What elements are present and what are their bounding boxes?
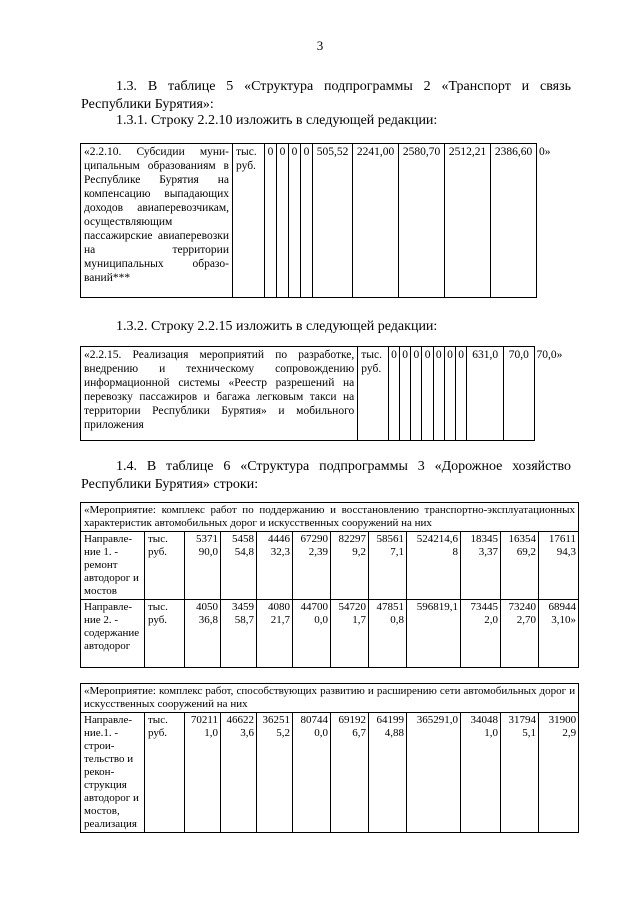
table-a-header: «Мероприятие: комплекс работ по поддержанию и восстановлению транспортно-эксплуатационных характеристик автомобильных дорог и искусственных сооружений на них — [81, 503, 579, 532]
row-2-2-10-name: «2.2.10. Субсидии муниципальным образованиям в Республике Бурятия на компенсацию выпадающих доходов авиаперевозчикам, осуществляющим пассажирские авиаперевозки на территории муниципальных образований*** — [81, 144, 233, 298]
table-b — [80, 683, 579, 833]
row-2-2-15-value: 0 — [433, 347, 444, 441]
table-a-row-value: 68944 3,10» — [539, 600, 579, 668]
row-2-2-15-value: 0 — [422, 347, 433, 441]
row-2-2-10-value: 0» — [537, 144, 579, 298]
table-a-row-value: 54720 1,7 — [331, 600, 369, 668]
row-2-2-15-value: 0 — [388, 347, 399, 441]
row-2-2-15-value: 631,0 — [467, 347, 504, 441]
row-2-2-10-value: 2580,70 — [399, 144, 445, 298]
row-2-2-10-value: 0 — [265, 144, 277, 298]
table-b-row-value: 64199 4,88 — [369, 713, 407, 833]
item-1-3-text: 1.3. В таблице 5 «Структура подпрограммы 2 «Транспорт и связь Республики Бурятия»: — [81, 79, 571, 112]
row-2-2-10-value: 505,52 — [313, 144, 353, 298]
table-a — [80, 502, 579, 668]
table-a-row-value: 5371 90,0 — [185, 532, 221, 600]
table-b-row-value: 70211 1,0 — [185, 713, 221, 833]
table-b-row-value: 365291,0 — [407, 713, 461, 833]
table-a-row-value: 44700 0,0 — [293, 600, 331, 668]
item-1-3-2-text: 1.3.2. Строку 2.2.15 изложить в следующей редакции: — [116, 319, 438, 334]
table-b-row-value: 69192 6,7 — [331, 713, 369, 833]
table-b-row-unit: тыс. руб. — [145, 713, 185, 833]
table-a-row-value: 4446 32,3 — [257, 532, 293, 600]
table-a-row-name: Направление 1. - ремонт автодорог и мостов — [81, 532, 145, 600]
table-a-row-value: 47851 0,8 — [369, 600, 407, 668]
row-2-2-10-value: 2241,00 — [353, 144, 399, 298]
row-2-2-10-value: 2512,21 — [445, 144, 491, 298]
table-a-row-unit: тыс. руб. — [145, 600, 185, 668]
row-2-2-10-value: 0 — [277, 144, 289, 298]
row-2-2-15-name: «2.2.15. Реализация мероприятий по разработке, внедрению и техническому сопровождению информационной системы «Реестр разрешений на перевозку пассажиров и багажа легковым такси на территории Республики Бурятия» и мобильного приложения — [81, 347, 358, 441]
table-a-row-value: 4050 36,8 — [185, 600, 221, 668]
table-b-row-name: Направление.1. - строительство и реконструкция автодорог и мостов, реализация — [81, 713, 145, 833]
row-2-2-15-value: 70,0» — [534, 347, 578, 441]
table-a-row-value: 73445 2,0 — [461, 600, 501, 668]
table-a-row-value: 17611 94,3 — [539, 532, 579, 600]
row-2-2-15-value: 0 — [444, 347, 455, 441]
row-2-2-10-value: 2386,60 — [491, 144, 537, 298]
table-a-row-name: Направление 2. - содержание автодорог — [81, 600, 145, 668]
table-a-row-value: 82297 9,2 — [331, 532, 369, 600]
row-2-2-10-unit: тыс. руб. — [233, 144, 265, 298]
table-a-row-value: 5458 54,8 — [221, 532, 257, 600]
table-a-row-value: 73240 2,70 — [501, 600, 539, 668]
table-a-row-value: 67290 2,39 — [293, 532, 331, 600]
table-a-row-value: 3459 58,7 — [221, 600, 257, 668]
table-b-row-value: 46622 3,6 — [221, 713, 257, 833]
table-b-row-value: 31794 5,1 — [501, 713, 539, 833]
table-a-row-value: 524214,6 8 — [407, 532, 461, 600]
table-a-row-value: 58561 7,1 — [369, 532, 407, 600]
table-a-row-value: 16354 69,2 — [501, 532, 539, 600]
table-b-row-value: 31900 2,9 — [539, 713, 579, 833]
row-2-2-15-unit: тыс. руб. — [358, 347, 389, 441]
row-2-2-10-value: 0 — [289, 144, 301, 298]
item-1-4-text: 1.4. В таблице 6 «Структура подпрограммы 3 «Дорожное хозяйство Республики Бурятия» строки: — [81, 459, 571, 492]
row-2-2-15-value: 0 — [400, 347, 411, 441]
table-b-row-value: 80744 0,0 — [293, 713, 331, 833]
row-2-2-15-table — [80, 346, 578, 441]
row-2-2-10-table — [80, 143, 579, 298]
table-b-row-value: 34048 1,0 — [461, 713, 501, 833]
table-b-row-value: 36251 5,2 — [257, 713, 293, 833]
row-2-2-15-value: 0 — [411, 347, 422, 441]
row-2-2-10-value: 0 — [301, 144, 313, 298]
table-a-row-unit: тыс. руб. — [145, 532, 185, 600]
row-2-2-15-value: 0 — [456, 347, 467, 441]
table-a-row-value: 4080 21,7 — [257, 600, 293, 668]
item-1-3-1-text: 1.3.1. Строку 2.2.10 изложить в следующей редакции: — [116, 113, 438, 128]
row-2-2-15-value: 70,0 — [503, 347, 534, 441]
page-number: 3 — [316, 38, 324, 53]
table-b-header: «Мероприятие: комплекс работ, способствующих развитию и расширению сети автомобильных дорог и искусственных сооружений на них — [81, 684, 579, 713]
table-a-row-value: 18345 3,37 — [461, 532, 501, 600]
table-a-row-value: 596819,1 — [407, 600, 461, 668]
